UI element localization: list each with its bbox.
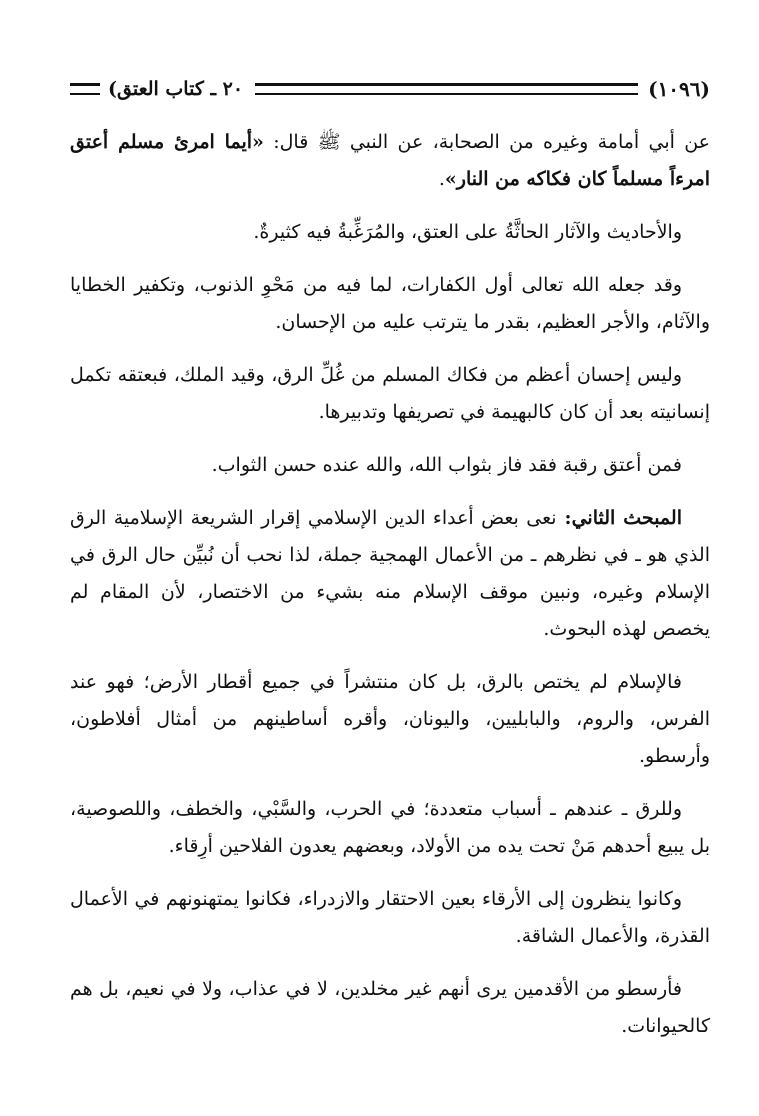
paragraph <box>70 881 710 955</box>
text-run: وقد جعله الله تعالى أول الكفارات، لما فيه من مَحْوِ الذنوب، وتكفير الخطايا والآثام، والأجر العظيم، بقدر ما يترتب عليه من الإحسان. <box>70 274 710 333</box>
paragraph <box>70 447 710 484</box>
page-number: (١٠٩٦) <box>648 77 710 101</box>
paragraph <box>70 664 710 775</box>
chapter-title: ٢٠ ـ كتاب العتق) <box>108 78 244 100</box>
page-header <box>70 72 710 106</box>
text-run: وليس إحسان أعظم من فكاك المسلم من غُلِّ الرق، وقيد الملك، فبعتقه تكمل إنسانيته بعد أن كان كالبهيمة في تصريفها وتدبيرها. <box>70 364 710 423</box>
text-run: وكانوا ينظرون إلى الأرقاء بعين الاحتقار والازدراء، فكانوا يمتهنونهم في الأعمال القذرة، والأعمال الشاقة. <box>70 888 710 947</box>
book-page <box>70 72 710 1061</box>
bold-text: المبحث الثاني: <box>556 507 682 529</box>
paragraph <box>70 357 710 431</box>
paragraph <box>70 267 710 341</box>
text-run: والأحاديث والآثار الحاثَّةُ على العتق، والمُرَغِّبةُ فيه كثيرةٌ. <box>253 221 682 243</box>
paragraph <box>70 791 710 865</box>
text-run: نعى بعض أعداء الدين الإسلامي إقرار الشريعة الإسلامية الرق الذي هو ـ في نظرهم ـ من الأعمال الهمجية جملة، لذا نحب أن نُبيِّن حال الرق في الإسلام وغيره، ونبين موقف الإسلام منه بشيء من الاختصار، لأن المقام لم يخصص لهذه البحوث. <box>70 507 710 640</box>
text-run: فمن أعتق رقبة فقد فاز بثواب الله، والله عنده حسن الثواب. <box>211 454 682 476</box>
text-run: . <box>438 168 445 190</box>
text-run: عن أبي أمامة وغيره من الصحابة، عن النبي ﷺ قال: <box>263 131 710 153</box>
paragraph <box>70 500 710 648</box>
text-run: فالإسلام لم يختص بالرق، بل كان منتشراً في جميع أقطار الأرض؛ فهو عند الفرس، والروم، والبابليين، واليونان، وأقره أساطينهم من أمثال أفلاطون، وأرسطو. <box>70 671 710 767</box>
header-end-rule <box>70 83 100 95</box>
paragraph <box>70 971 710 1045</box>
bold-text: «أيما امرئ مسلم أعتق امرءاً مسلماً كان فكاكه من النار» <box>70 131 710 190</box>
body-text <box>70 124 710 1045</box>
text-run: وللرق ـ عندهم ـ أسباب متعددة؛ في الحرب، والسَّبْي، والخطف، واللصوصية، بل يبيع أحدهم مَنْ تحت يده من الأولاد، وبعضهم يعدون الفلاحين أرِقاء. <box>70 798 710 857</box>
paragraph <box>70 124 710 198</box>
paragraph <box>70 214 710 251</box>
text-run: فأرسطو من الأقدمين يرى أنهم غير مخلدين، لا في عذاب، ولا في نعيم، بل هم كالحيوانات. <box>70 978 710 1037</box>
header-rule <box>255 83 638 95</box>
